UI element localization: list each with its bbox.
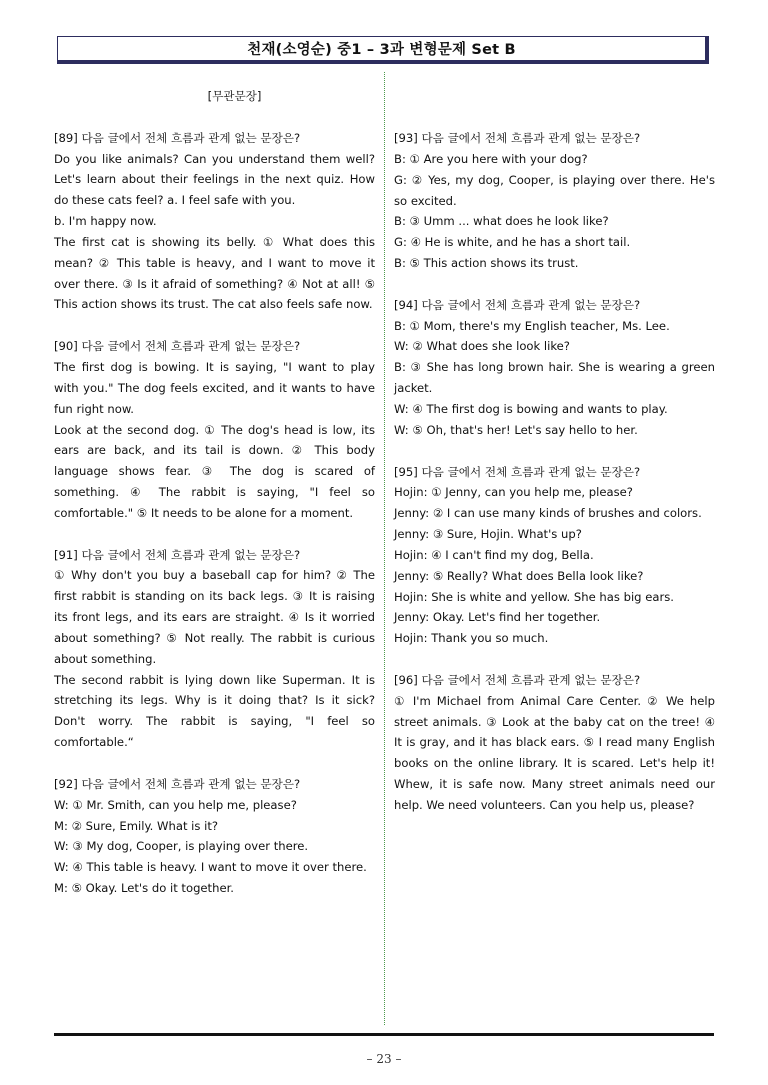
question-heading: [96] 다음 글에서 전체 흐름과 관계 없는 문장은?: [394, 672, 641, 687]
question-line: B: ③ She has long brown hair. She is wearing a green jacket.: [394, 360, 715, 396]
question-line: Jenny: Okay. Let's find her together.: [394, 610, 601, 625]
right-column: [394, 128, 715, 837]
page-title: 천재(소영순) 중1 – 3과 변형문제 Set B: [247, 42, 516, 58]
question-line: Jenny: ③ Sure, Hojin. What's up?: [394, 527, 582, 542]
question-91: [54, 545, 375, 753]
question-heading: [91] 다음 글에서 전체 흐름과 관계 없는 문장은?: [54, 547, 301, 562]
question-heading: [93] 다음 글에서 전체 흐름과 관계 없는 문장은?: [394, 131, 641, 145]
footer-rule: [54, 1033, 714, 1036]
question-line: W: ⑤ Oh, that's her! Let's say hello to her.: [394, 422, 638, 437]
question-heading: [89] 다음 글에서 전체 흐름과 관계 없는 문장은?: [54, 130, 301, 145]
question-line: G: ④ He is white, and he has a short tail.: [394, 235, 631, 250]
question-line: B: ⑤ This action shows its trust.: [394, 256, 579, 271]
question-heading: [94] 다음 글에서 전체 흐름과 관계 없는 문장은?: [394, 297, 641, 312]
question-line: ① Why don't you buy a baseball cap for him? ② The first rabbit is standing on its back legs. ③ It is raising its front legs, and its ears are straight. ④ Is it worried about something? ⑤ Not really. The rabbit is curious about something.: [54, 568, 375, 666]
question-93: [394, 128, 715, 274]
question-92: [54, 774, 375, 899]
question-line: W: ② What does she look like?: [394, 339, 570, 354]
page-number: – 23 –: [366, 1052, 402, 1066]
question-line: The second rabbit is lying down like Superman. It is stretching its legs. Why is it doing that? Is it sick? Don't worry. The rabbit is saying, "I feel so comfortable.“: [54, 672, 375, 750]
question-line: Hojin: ④ I can't find my dog, Bella.: [394, 547, 594, 562]
question-line: B: ③ Umm ... what does he look like?: [394, 214, 609, 229]
question-line: The first dog is bowing. It is saying, "I want to play with you." The dog feels excited, and it wants to have fun right now.: [54, 359, 375, 416]
question-line: W: ④ This table is heavy. I want to move it over there.: [54, 860, 367, 875]
question-line: M: ② Sure, Emily. What is it?: [54, 818, 219, 833]
question-heading: [95] 다음 글에서 전체 흐름과 관계 없는 문장은?: [394, 464, 641, 479]
question-line: Do you like animals? Can you understand them well? Let's learn about their feelings in the next quiz. How do these cats feel? a. I feel safe with you.: [54, 151, 375, 208]
section-label: [무관문장]: [207, 89, 262, 103]
question-heading: [92] 다음 글에서 전체 흐름과 관계 없는 문장은?: [54, 776, 301, 791]
question-line: W: ① Mr. Smith, can you help me, please?: [54, 797, 297, 812]
question-line: Hojin: Thank you so much.: [394, 631, 549, 646]
question-line: ① I'm Michael from Animal Care Center. ② We help street animals. ③ Look at the baby cat on the tree! ④ It is gray, and it has black ears. ⑤ I read many English books on the online library. It is scared. Let's help it! Whew, it is safe now. Many street animals need our help. We need volunteers. Can you help us, please?: [394, 693, 715, 812]
column-divider: [384, 72, 385, 1025]
left-column: [54, 86, 375, 920]
question-96: [394, 670, 715, 816]
question-line: B: ① Are you here with your dog?: [394, 151, 588, 166]
question-line: Look at the second dog. ① The dog's head is low, its ears are back, and its tail is down. ② This body language shows fear. ③ The dog is scared of something. ④ The rabbit is saying, "I feel so comfortable." ⑤ It needs to be alone for a moment.: [54, 422, 375, 520]
question-95: [394, 462, 715, 650]
question-line: Hojin: She is white and yellow. She has big ears.: [394, 589, 674, 604]
question-89: [54, 128, 375, 316]
question-heading: [90] 다음 글에서 전체 흐름과 관계 없는 문장은?: [54, 339, 301, 354]
question-line: G: ② Yes, my dog, Cooper, is playing over there. He's so excited.: [394, 172, 715, 208]
question-line: W: ④ The first dog is bowing and wants to play.: [394, 401, 668, 416]
header-box: [57, 36, 709, 64]
question-90: [54, 336, 375, 524]
question-line: b. I'm happy now.: [54, 214, 157, 229]
question-94: [394, 295, 715, 441]
question-line: B: ① Mom, there's my English teacher, Ms. Lee.: [394, 318, 670, 333]
question-line: Hojin: ① Jenny, can you help me, please?: [394, 485, 633, 500]
question-line: M: ⑤ Okay. Let's do it together.: [54, 881, 234, 896]
question-line: Jenny: ⑤ Really? What does Bella look like?: [394, 568, 644, 583]
question-line: Jenny: ② I can use many kinds of brushes and colors.: [394, 506, 702, 521]
question-line: W: ③ My dog, Cooper, is playing over there.: [54, 839, 309, 854]
question-line: The first cat is showing its belly. ① What does this mean? ② This table is heavy, and I want to move it over there. ③ Is it afraid of something? ④ Not at all! ⑤ This action shows its trust. The cat also feels safe now.: [54, 234, 375, 312]
